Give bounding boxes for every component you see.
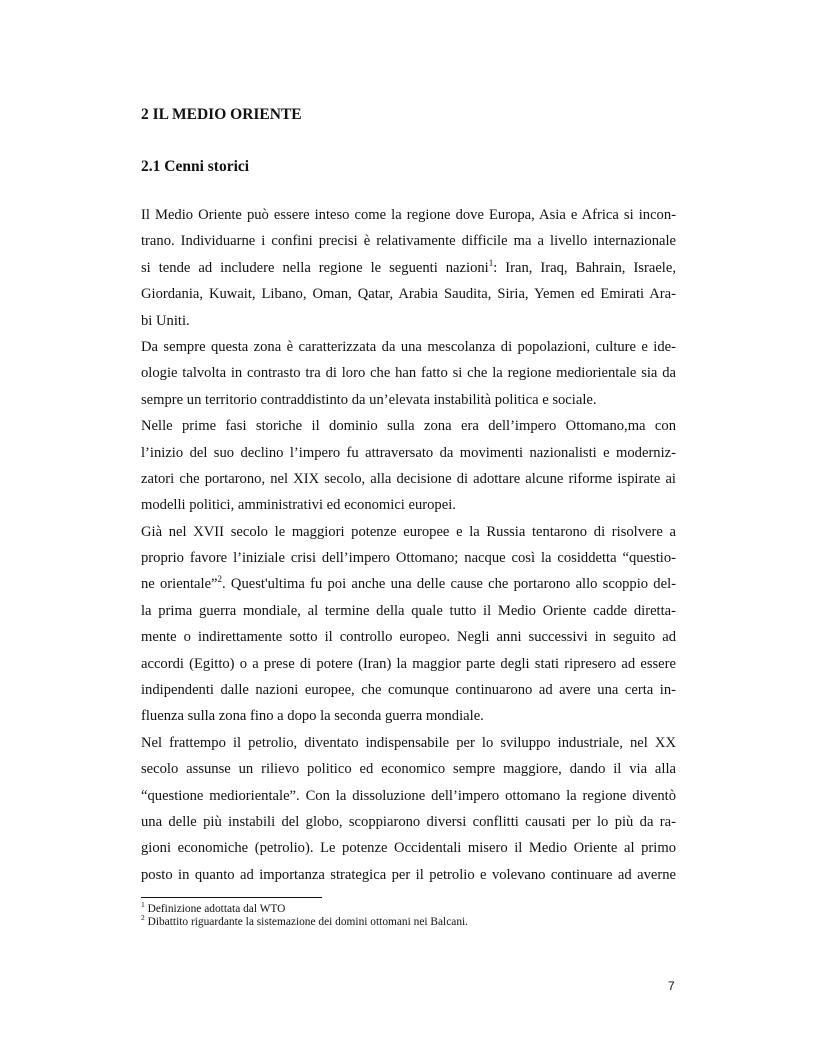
text-line bbox=[141, 835, 676, 861]
text-line-content: modelli politici, amministrativi ed economici europei. bbox=[141, 497, 456, 514]
text-line bbox=[141, 598, 676, 624]
text-line-content: fluenza sulla zona fino a dopo la seconda guerra mondiale. bbox=[141, 708, 484, 725]
text-line-content: una delle più instabili del globo, scoppiarono diversi conflitti causati per lo più da ra- bbox=[141, 813, 676, 830]
footnote-number: 1 bbox=[141, 900, 145, 910]
footnote-text: Definizione adottata dal WTO bbox=[144, 903, 286, 915]
text-line bbox=[141, 809, 676, 835]
text-line-content: proprio favore l’iniziale crisi dell’impero Ottomano; nacque così la cosiddetta “questio- bbox=[141, 550, 676, 567]
text-line bbox=[141, 387, 676, 413]
text-line-content: zatori che portarono, nel XIX secolo, alla decisione di adottare alcune riforme ispirate ai bbox=[141, 470, 676, 487]
text-line bbox=[141, 783, 676, 809]
text-line-content: gioni economiche (petrolio). Le potenze Occidentali misero il Medio Oriente al primo bbox=[141, 840, 676, 857]
text-line-content: Già nel XVII secolo le maggiori potenze europee e la Russia tentarono di risolvere a bbox=[141, 523, 676, 540]
footnote-separator bbox=[141, 897, 322, 898]
text-line bbox=[141, 862, 676, 888]
page-number: 7 bbox=[668, 979, 675, 993]
text-line bbox=[141, 651, 676, 677]
text-line-content: secolo assunse un rilievo politico ed economico sempre maggiore, dando il via alla bbox=[141, 761, 676, 778]
text-line bbox=[141, 202, 676, 228]
text-line-content: trano. Individuarne i confini precisi è relativamente difficile ma a livello internazionale bbox=[141, 233, 676, 250]
text-line bbox=[141, 228, 676, 254]
text-line bbox=[141, 440, 676, 466]
footnote bbox=[141, 900, 681, 916]
text-line bbox=[141, 545, 676, 571]
text-line bbox=[141, 571, 676, 597]
text-line bbox=[141, 703, 676, 729]
text-line-content: “questione mediorientale”. Con la dissoluzione dell’impero ottomano la regione diventò bbox=[141, 787, 676, 804]
text-line bbox=[141, 334, 676, 360]
body-text bbox=[141, 202, 676, 888]
text-line bbox=[141, 281, 676, 307]
text-line bbox=[141, 360, 676, 386]
text-line bbox=[141, 677, 676, 703]
chapter-title: 2 IL MEDIO ORIENTE bbox=[141, 106, 302, 123]
text-line-content: indipendenti dalle nazioni europee, che comunque continuarono ad avere una certa in- bbox=[141, 682, 676, 699]
text-line-content: Nelle prime fasi storiche il dominio sulla zona era dell’impero Ottomano,ma con bbox=[141, 418, 676, 435]
text-line bbox=[141, 492, 676, 518]
text-line bbox=[141, 308, 676, 334]
footnote-number: 2 bbox=[141, 913, 145, 923]
text-line-content: ne orientale” bbox=[141, 576, 218, 593]
footnote-text: Dibattito riguardante la sistemazione dei domini ottomani nei Balcani. bbox=[144, 916, 469, 928]
text-line-content: Nel frattempo il petrolio, diventato indispensabile per lo sviluppo industriale, nel XX bbox=[141, 734, 676, 751]
text-line-content: accordi (Egitto) o a prese di potere (Iran) la maggior parte degli stati ripresero ad essere bbox=[141, 655, 676, 672]
text-line-content: l’inizio del suo declino l’impero fu attraversato da movimenti nazionalisti e moderniz- bbox=[141, 444, 676, 461]
text-line bbox=[141, 624, 676, 650]
text-line-content: Da sempre questa zona è caratterizzata da una mescolanza di popolazioni, culture e ide- bbox=[141, 338, 676, 355]
text-line-content: posto in quanto ad importanza strategica per il petrolio e volevano continuare ad averne bbox=[141, 866, 676, 883]
section-title: 2.1 Cenni storici bbox=[141, 158, 250, 175]
text-line bbox=[141, 756, 676, 782]
text-line-content: : Iran, Iraq, Bahrain, Israele, bbox=[493, 259, 676, 276]
footnote-reference[interactable]: 2 bbox=[217, 574, 223, 585]
text-line bbox=[141, 519, 676, 545]
text-line bbox=[141, 466, 676, 492]
footnotes bbox=[141, 900, 681, 929]
text-line bbox=[141, 255, 676, 281]
text-line bbox=[141, 413, 676, 439]
text-line-content: Il Medio Oriente può essere inteso come la regione dove Europa, Asia e Africa si incon- bbox=[141, 207, 676, 223]
footnote bbox=[141, 913, 681, 929]
text-line-content: . Quest'ultima fu poi anche una delle cause che portarono allo scoppio del- bbox=[222, 576, 676, 593]
text-line-content: sempre un territorio contraddistinto da un’elevata instabilità politica e sociale. bbox=[141, 391, 597, 408]
footnote-reference[interactable]: 1 bbox=[488, 257, 494, 268]
text-line-content: mente o indirettamente sotto il controllo europeo. Negli anni successivi in seguito ad bbox=[141, 629, 676, 646]
text-line-content: ologie talvolta in contrasto tra di loro che han fatto si che la regione mediorientale sia da bbox=[141, 365, 676, 382]
text-line bbox=[141, 730, 676, 756]
text-line-content: bi Uniti. bbox=[141, 312, 190, 329]
text-line-content: Giordania, Kuwait, Libano, Oman, Qatar, Arabia Saudita, Siria, Yemen ed Emirati Ara- bbox=[141, 286, 676, 303]
text-line-content: la prima guerra mondiale, al termine della quale tutto il Medio Oriente cadde diretta- bbox=[141, 602, 676, 619]
text-line-content: si tende ad includere nella regione le seguenti nazioni bbox=[141, 259, 489, 276]
